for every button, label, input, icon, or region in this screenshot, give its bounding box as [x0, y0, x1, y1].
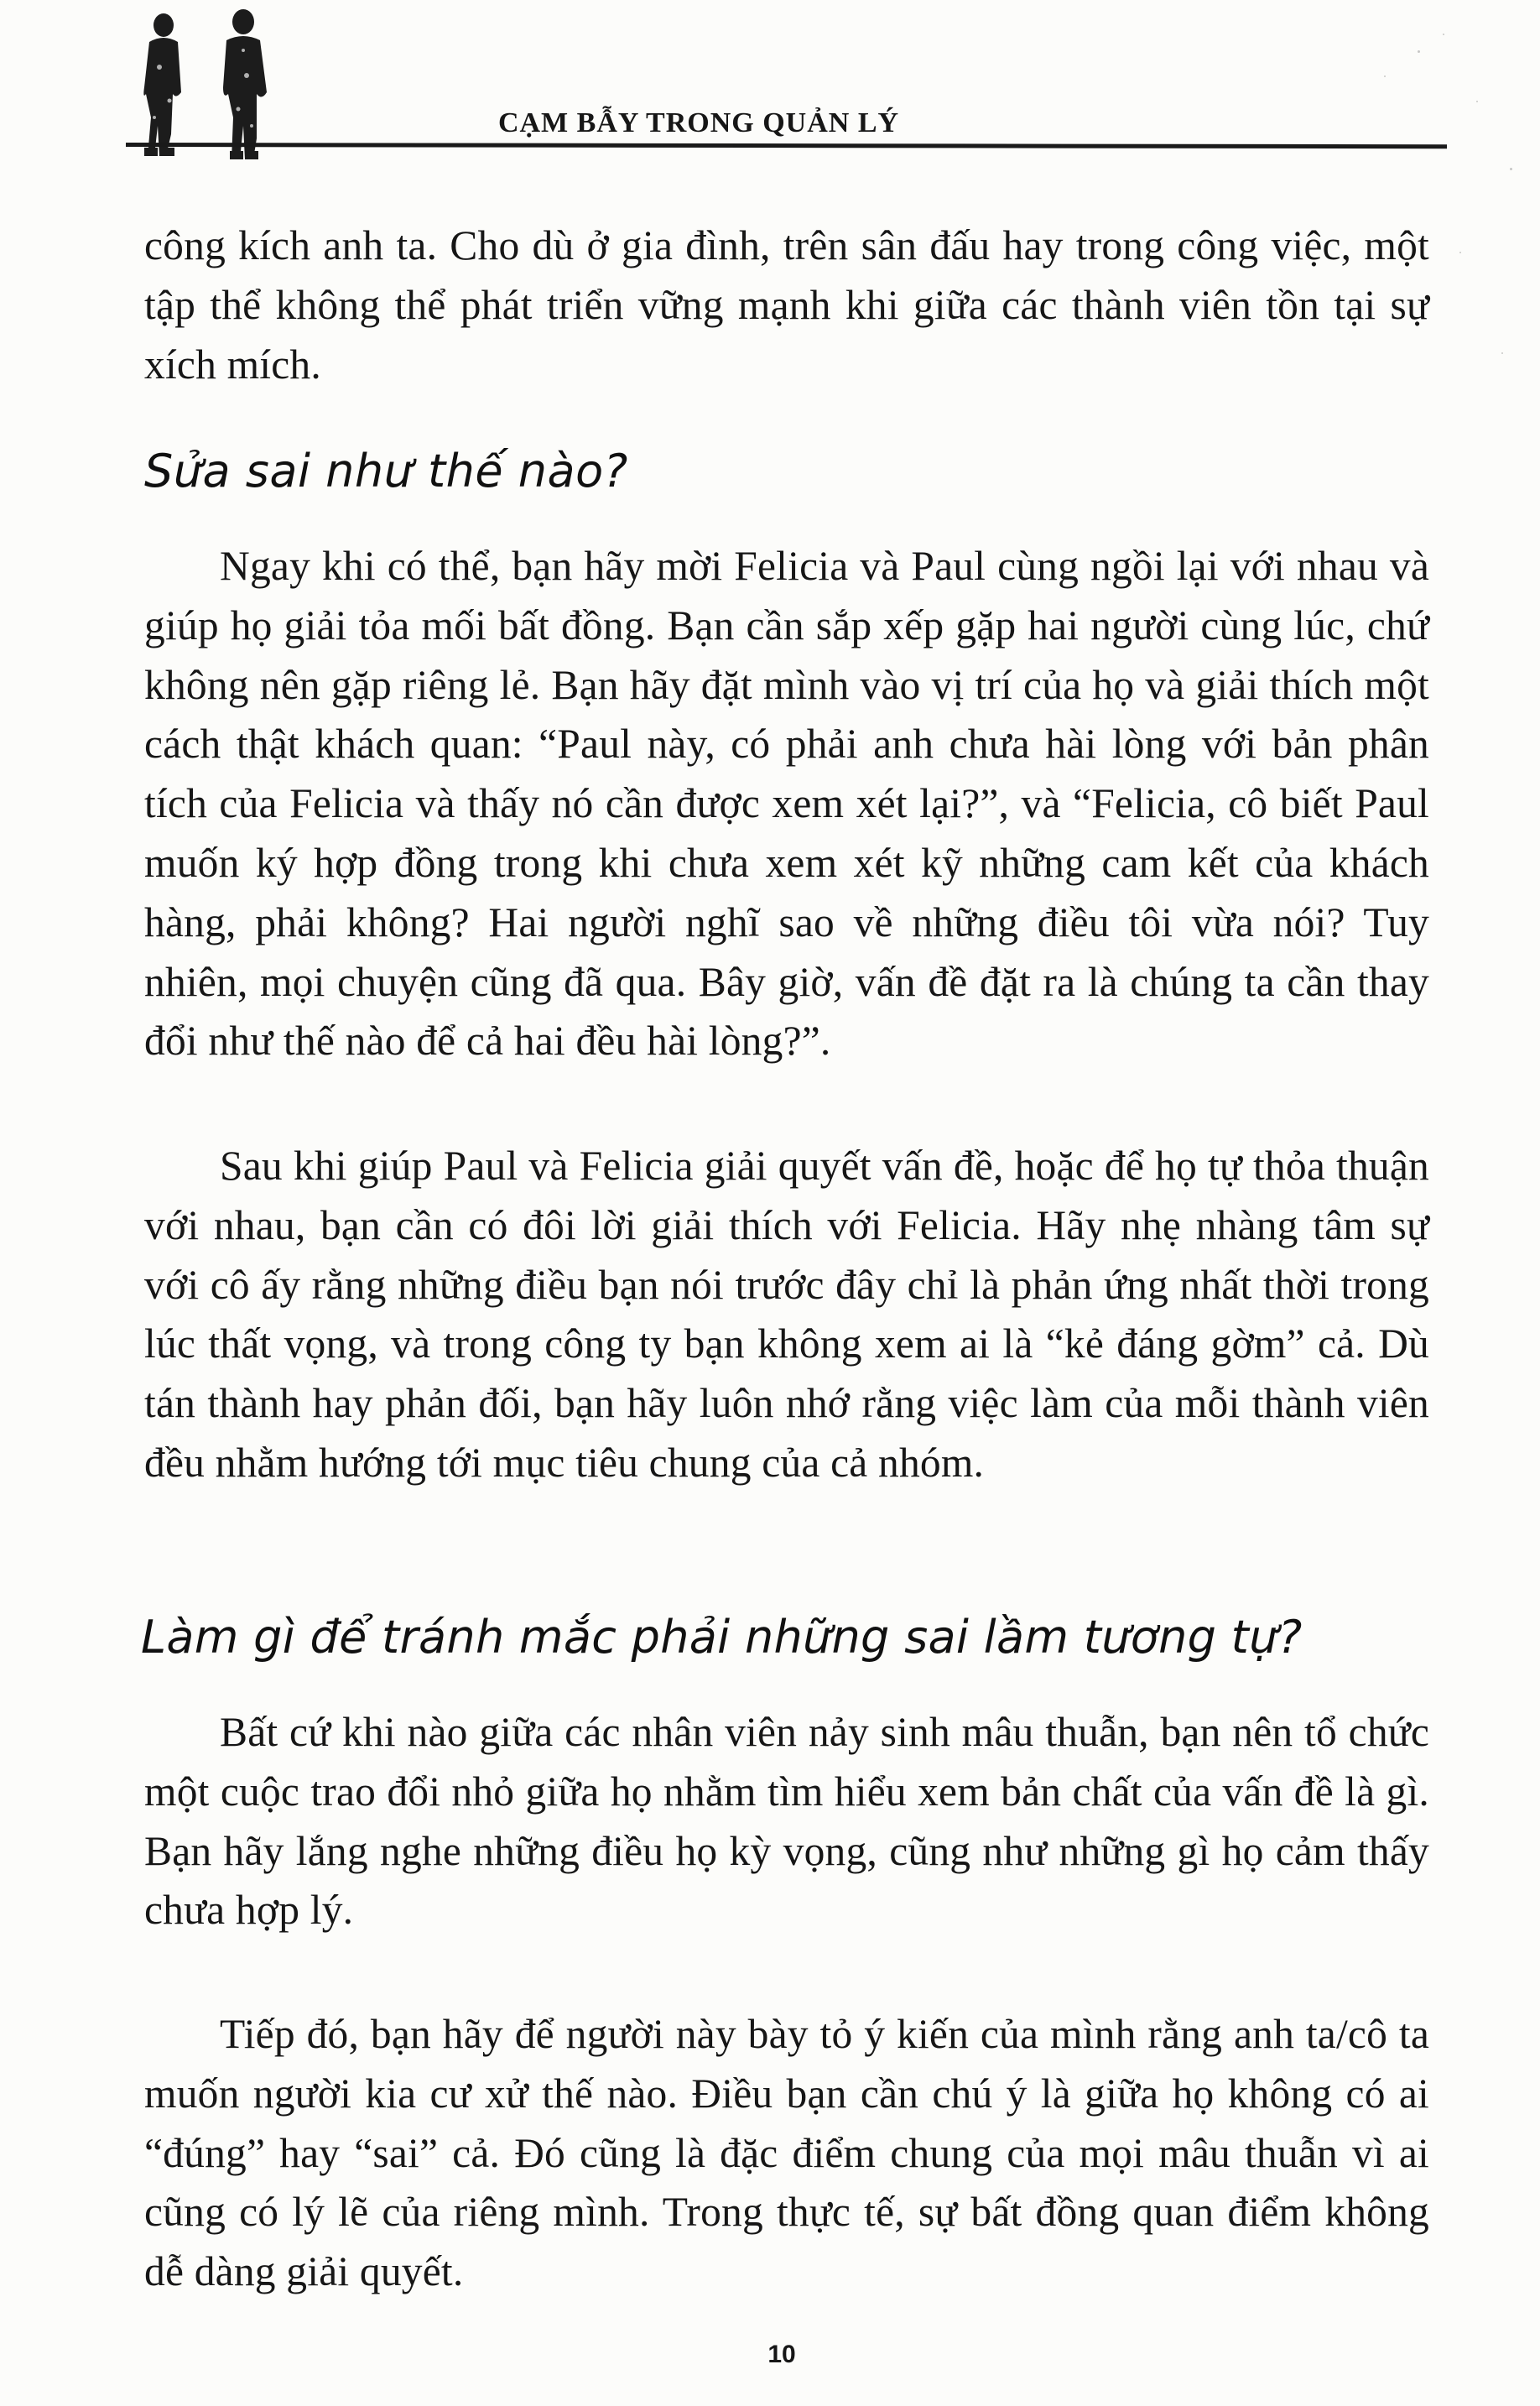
scan-speckle	[1443, 34, 1444, 35]
page-number: 10	[767, 2341, 796, 2368]
paragraph-continuation: công kích anh ta. Cho dù ở gia đình, trên sân đấu hay trong công việc, một tập thể không thể phát triển vững mạnh khi giữa các thành viên tồn tại sự xích mích.	[144, 222, 1429, 388]
two-standing-figures-icon	[126, 0, 285, 164]
paragraph: Ngay khi có thể, bạn hãy mời Felicia và Paul cùng ngồi lại với nhau và giúp họ giải tỏa mối bất đồng. Bạn cần sắp xếp gặp hai người cùng lúc, chứ không nên gặp riêng lẻ. Bạn hãy đặt mình vào vị trí của họ và giải thích một cách thật khách quan: “Paul này, có phải anh chưa hài lòng với bản phân tích của Felicia và thấy nó cần được xem xét lại?”, và “Felicia, cô biết Paul muốn ký hợp đồng trong khi chưa xem xét kỹ những cam kết của khách hàng, phải không? Hai người nghĩ sao về những điều tôi vừa nói? Tuy nhiên, mọi chuyện cũng đã qua. Bây giờ, vấn đề đặt ra là chúng ta cần thay đổi như thế nào để cả hai đều hài lòng?”.	[144, 543, 1429, 1065]
header-rule	[126, 143, 1447, 148]
scan-speckle	[1459, 252, 1461, 253]
paragraph: Tiếp đó, bạn hãy để người này bày tỏ ý kiến của mình rằng anh ta/cô ta muốn người kia cư xử thế nào. Điều bạn cần chú ý là giữa họ không có ai “đúng” hay “sai” cả. Đó cũng là đặc điểm chung của mọi mâu thuẫn vì ai cũng có lý lẽ của riêng mình. Trong thực tế, sự bất đồng quan điểm không dễ dàng giải quyết.	[144, 2011, 1429, 2295]
section-heading-how-to-fix: Sửa sai như thế nào?	[144, 445, 628, 497]
scan-speckle	[1501, 352, 1503, 354]
section-heading-how-to-avoid: Làm gì để tránh mắc phải những sai lầm tương tự?	[141, 1611, 1303, 1664]
scan-speckle	[1384, 76, 1386, 77]
scan-speckle	[1476, 101, 1478, 102]
paragraph: Sau khi giúp Paul và Felicia giải quyết vấn đề, hoặc để họ tự thỏa thuận với nhau, bạn cần có đôi lời giải thích với Felicia. Hãy nhẹ nhàng tâm sự với cô ấy rằng những điều bạn nói trước đây chỉ là phản ứng nhất thời trong lúc thất vọng, và trong công ty bạn không xem ai là “kẻ đáng gờm” cả. Dù tán thành hay phản đối, bạn hãy luôn nhớ rằng việc làm của mỗi thành viên đều nhằm hướng tới mục tiêu chung của cả nhóm.	[144, 1143, 1429, 1486]
scan-speckle	[1418, 50, 1420, 53]
running-head: CẠM BẪY TRONG QUẢN LÝ	[497, 107, 900, 138]
paragraph: Bất cứ khi nào giữa các nhân viên nảy sinh mâu thuẫn, bạn nên tổ chức một cuộc trao đổi nhỏ giữa họ nhằm tìm hiểu xem bản chất của vấn đề là gì. Bạn hãy lắng nghe những điều họ kỳ vọng, cũng như những gì họ cảm thấy chưa hợp lý.	[144, 1709, 1429, 1934]
scan-speckle	[1510, 168, 1512, 170]
